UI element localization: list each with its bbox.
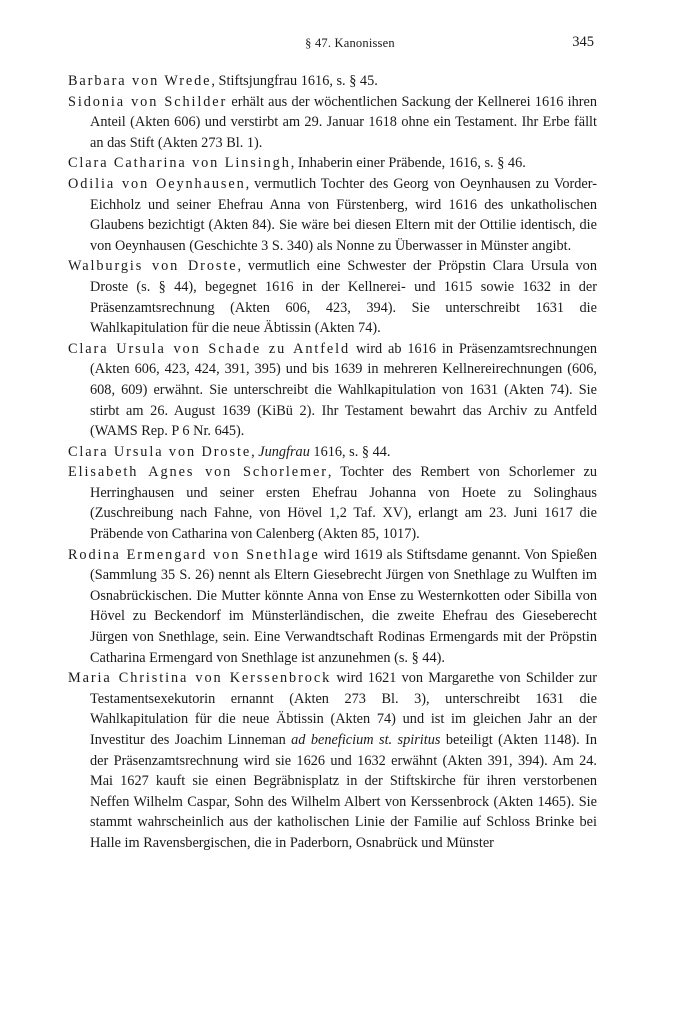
entry-elisabeth-agnes-von-schorlemer: [68, 462, 597, 544]
entry-italic-text: Jungfrau: [258, 443, 310, 460]
entry-name: Odilia von Oeynhausen: [68, 175, 246, 192]
entry-walburgis-von-droste: [68, 256, 597, 338]
entry-text: , Inhaberin einer Präbende, 1616, s. § 46.: [290, 155, 526, 172]
entry-clara-ursula-von-schade: [68, 339, 597, 442]
entry-name: Clara Ursula von Droste: [68, 443, 252, 460]
entry-clara-ursula-von-droste: Clara Ursula von Droste, Jungfrau 1616, s. § 44.: [68, 443, 391, 460]
entry-maria-christina-von-kerssenbrock: [68, 668, 597, 853]
entry-name: Elisabeth Agnes von Schorlemer: [68, 464, 328, 481]
entry-italic-text: ad beneficium st. spiritus: [291, 732, 441, 748]
entry-name: Barbara von Wrede: [68, 73, 212, 89]
running-head: § 47. Kanonissen: [305, 36, 395, 50]
entry-rodina-ermengard-von-snethlage: [68, 545, 597, 669]
entry-text: wird ab 1616 in Präsenzamtsrechnungen (Akten 606, 423, 424, 391, 395) und bis 1639 in mehreren Kellnereirechnungen (606, 608, 609) erwähnt. Sie unterschreibt die Wahlkapitulation von 1631 (Akten 74). Sie stirbt am 26. August 1639 (KiBü 2). Ihr Testament bewahrt das Archiv zu Antfeld (WAMS Rep. P 6 Nr. 645).: [90, 340, 597, 440]
entry-name: Rodina Ermengard von Snethlage: [68, 546, 320, 563]
entry-odilia-von-oeynhausen: [68, 174, 597, 256]
page-number: 345: [572, 34, 594, 50]
entry-name: Sidonia von Schilder: [68, 93, 228, 110]
entry-name: Maria Christina von Kerssenbrock: [68, 670, 332, 687]
entry-name: Clara Catharina von Linsingh: [68, 155, 291, 172]
page-header: [0, 34, 700, 58]
entry-text: 1616, s. § 44.: [309, 443, 391, 460]
entry-clara-catharina-von-linsingh: [68, 153, 597, 174]
entry-text: wird 1621 von Margarethe von Schilder zur Testamentsexekutorin ernannt (Akten 273 Bl. 3), unterschreibt 1631 die Wahlkapitulation für die neue Äbtissin (Akten 74) und ist im gleichen Jahr an der Investitur des Joachim Linneman: [90, 670, 597, 748]
entry-text: , vermutlich Tochter des Georg von Oeynhausen zu Vorder-Eichholz und seiner Ehefrau Anna von Fürstenberg, wird 1616 des unkatholischen Glaubens bezichtigt (Akten 84). Sie wäre bei diesen Eltern mit der Ottilie identisch, die von Oeynhausen (Geschichte 3 S. 340) als Nonne zu Überwasser in Münster angibt.: [90, 175, 597, 254]
entry-text: , vermutlich eine Schwester der Pröpstin Clara Ursula von Droste (s. § 44), begegnet 1616 in der Kellnerei- und 1615 sowie 1632 in der Präsenzamtsrechnung (Akten 606, 423, 394). Sie unterschreibt 1631 die Wahlkapitulation für die neue Äbtissin (Akten 74).: [90, 258, 597, 337]
entry-text: , Tochter des Rembert von Schorlemer zu Herringhausen und seiner ersten Ehefrau Johanna von Hoete zu Solinghaus (Zuschreibung nach Fahne, von Hövel 1,2 Taf. XV), erlangt am 23. Juni 1617 die Präbende von Catharina von Calenberg (Akten 85, 1017).: [90, 464, 598, 543]
entry-name: Walburgis von Droste: [68, 258, 238, 275]
entry-text: , Stiftsjungfrau 1616, s. § 45.: [211, 73, 378, 89]
entry-text: wird 1619 als Stiftsdame genannt. Von Spießen (Sammlung 35 S. 26) nennt als Eltern Giesebrecht Jürgen von Snethlage zu Wulften im Osnabrückischen. Die Mutter könnte Anna von Ense zu Westernkotten oder Sibilla von Hövel zu Beckendorf im Münsterländischen, die zweite Ehefrau des Gieseberecht Jürgen von Snethlage, sein. Eine Verwandtschaft Rodinas Ermengards mit der Pröpstin Catharina Ermengard von Snethlage ist anzunehmen (s. § 44).: [90, 546, 597, 666]
body-text: [68, 71, 597, 854]
entry-text: erhält aus der wöchentlichen Sackung der Kellnerei 1616 ihren Anteil (Akten 606) und verstirbt am 29. Januar 1618 ohne ein Testament. Ihr Erbe fällt an das Stift (Akten 273 Bl. 1).: [90, 93, 597, 151]
entry-text-continued: beteiligt (Akten 1148). In der Präsenzamtsrechnung wird sie 1626 und 1632 erwähnt (Akten 391, 394). Am 24. Mai 1627 kauft sie einen Begräbnisplatz in der Stiftskirche für ihren verstorbenen Neffen Wilhelm Caspar, Sohn des Wilhelm Albert von Kerssenbrock (Akten 1465). Sie stammt wahrscheinlich aus der katholischen Linie der Familie auf Schloss Brinke bei Halle im Ravensbergischen, die in Paderborn, Osnabrück und Münster: [90, 732, 598, 851]
entry-name: Clara Ursula von Schade zu Antfeld: [68, 340, 351, 357]
entry-barbara-von-wrede: [68, 71, 597, 92]
entry-sidonia-von-schilder: [68, 92, 597, 154]
